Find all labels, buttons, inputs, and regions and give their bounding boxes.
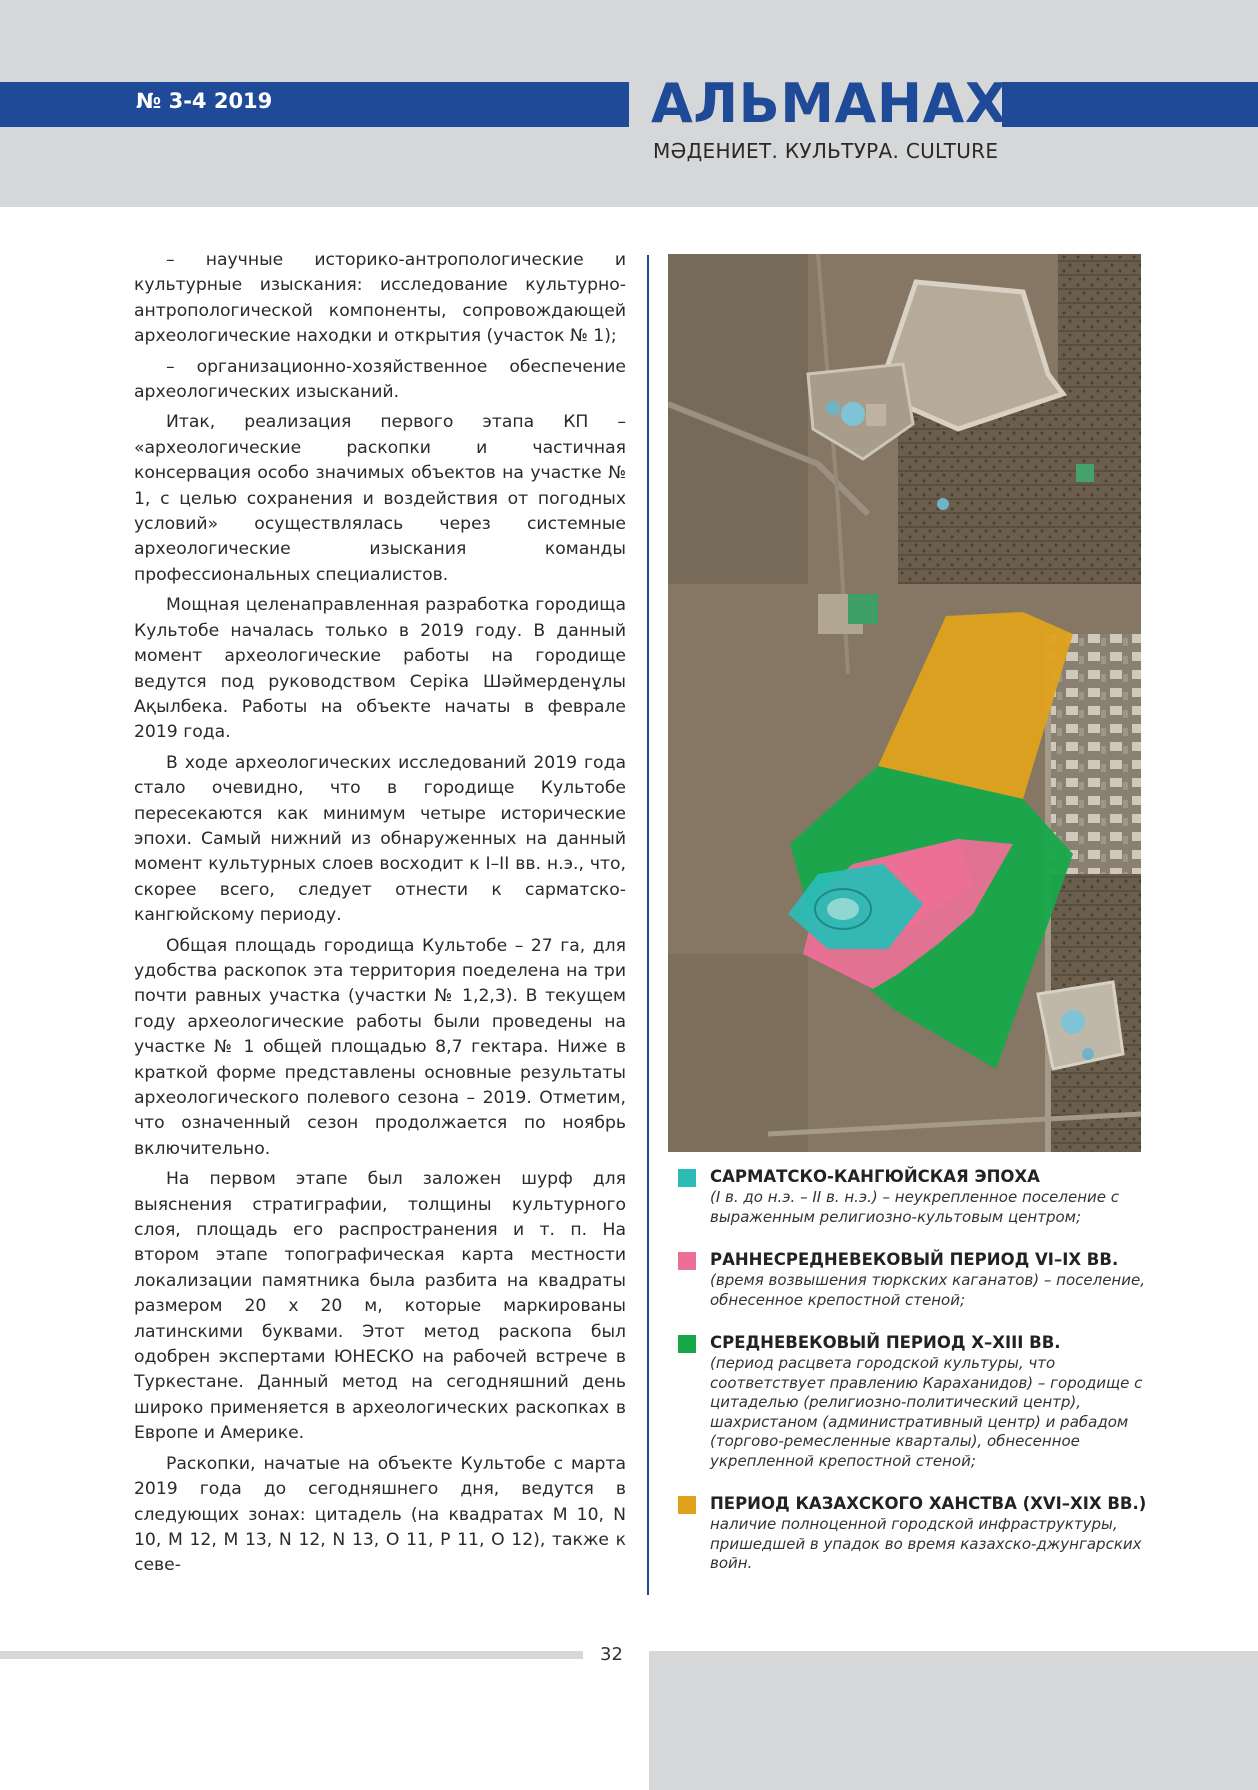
- legend-swatch: [678, 1169, 696, 1187]
- legend-title: ПЕРИОД КАЗАХСКОГО ХАНСТВА (XVI–XIX ВВ.): [710, 1494, 1147, 1513]
- legend-item-early-medieval: [678, 1249, 1148, 1310]
- paragraph: – научные историко-антропологические и культурные изыскания: исследование культурно-антропологической компоненты, сопровождающей археологические находки и открытия (участок № 1);: [134, 250, 626, 347]
- paragraph: На первом этапе был заложен шурф для выяснения стратиграфии, толщины культурного слоя, площадь его распространения и т. п. На втором этапе топографическая карта местности локализации памятника была разбита на квадраты размером 20 х 20 м, которые маркированы латинскими буквами. Этот метод раскопа был одобрен экспертами ЮНЕСКО на рабочей встрече в Туркестане. Данный метод на сегодняшний день широко применяется в археологических раскопках в Европе и Америке.: [134, 1169, 626, 1444]
- paragraph: – организационно-хозяйственное обеспечение археологических изысканий.: [134, 356, 626, 403]
- legend-swatch: [678, 1496, 696, 1514]
- paragraph: Мощная целенаправленная разработка городища Культобе началась только в 2019 году. В данный момент археологические работы на городище ведутся под руководством Серiка Шәймерденұлы Ақылбека. Работы на объекте начаты в феврале 2019 года.: [134, 595, 626, 743]
- journal-subtitle: МӘДЕНИЕТ. КУЛЬТУРА. CULTURE: [653, 139, 999, 163]
- legend-description: (период расцвета городской культуры, что соответствует правлению Караханидов) – городище с цитаделью (религиозно-политический центр), шахристаном (административный центр) и рабадом (торгово-ремесленные кварталы), обнесенное укрепленной крепостной стеной;: [710, 1354, 1143, 1470]
- legend-description: (I в. до н.э. – II в. н.э.) – неукрепленное поселение с выраженным религиозно-культовым центром;: [710, 1188, 1120, 1226]
- period-legend: [678, 1166, 1148, 1596]
- paragraph: В ходе археологических исследований 2019 года стало очевидно, что в городище Культобе пересекаются как минимум четыре исторические эпохи. Самый нижний из обнаруженных на данный момент культурных слоев восходит к I–II вв. н.э., что, скорее всего, следует отнести к сарматско-кангюйскому периоду.: [134, 752, 626, 926]
- aerial-site-map-image: [668, 254, 1141, 1152]
- footer-line: [0, 1651, 583, 1659]
- legend-item-sarmatian: [678, 1166, 1148, 1227]
- article-text: [134, 248, 626, 1584]
- paragraph: Итак, реализация первого этапа КП – «археологические раскопки и частичная консервация особо значимых объектов на участке № 1, с целью сохранения и воздействия от погодных условий» осуществлялась через системные археологические изыскания команды профессиональных специалистов.: [134, 412, 626, 585]
- paragraph: Общая площадь городища Культобе – 27 га, для удобства раскопок эта территория поеделена на три почти равных участка (участки № 1,2,3). В текущем году археологические работы были проведены на участке № 1 общей площадью 8,7 гектара. Ниже в краткой форме представлены основные результаты археологического полевого сезона – 2019. Отметим, что означенный сезон продолжается по ноябрь включительно.: [134, 935, 626, 1159]
- page-number: 32: [600, 1644, 623, 1665]
- legend-swatch: [678, 1335, 696, 1353]
- legend-title: САРМАТСКО-КАНГЮЙСКАЯ ЭПОХА: [710, 1167, 1040, 1186]
- header-bar-right: [1002, 82, 1258, 127]
- legend-item-kazakh-khanate: [678, 1493, 1148, 1574]
- mosque-dome: [1061, 1010, 1085, 1034]
- aerial-site-map: [668, 254, 1141, 1152]
- journal-title: АЛЬМАНАХ: [651, 72, 1007, 135]
- footer-block: [649, 1651, 1258, 1790]
- legend-swatch: [678, 1252, 696, 1270]
- issue-number: № 3-4 2019: [136, 89, 273, 113]
- legend-item-medieval: [678, 1332, 1148, 1471]
- legend-description: (время возвышения тюркских каганатов) – поселение, обнесенное крепостной стеной;: [710, 1271, 1145, 1309]
- paragraph: Раскопки, начатые на объекте Культобе с марта 2019 года до сегодняшнего дня, ведутся в следующих зонах: цитадель (на квадратах M 10, N 10, M 12, M 13, N 12, N 13, O 11, P 11, O 12), также к севе-: [134, 1453, 626, 1576]
- mausoleum-dome: [841, 402, 865, 426]
- legend-title: РАННЕСРЕДНЕВЕКОВЫЙ ПЕРИОД VI–IX ВВ.: [710, 1250, 1119, 1269]
- legend-title: СРЕДНЕВЕКОВЫЙ ПЕРИОД X–XIII ВВ.: [710, 1333, 1061, 1352]
- column-divider: [647, 255, 649, 1595]
- header-bar-left: [0, 82, 629, 127]
- legend-description: наличие полноценной городской инфраструктуры, пришедшей в упадок во время казахско-джунгарских войн.: [710, 1515, 1142, 1572]
